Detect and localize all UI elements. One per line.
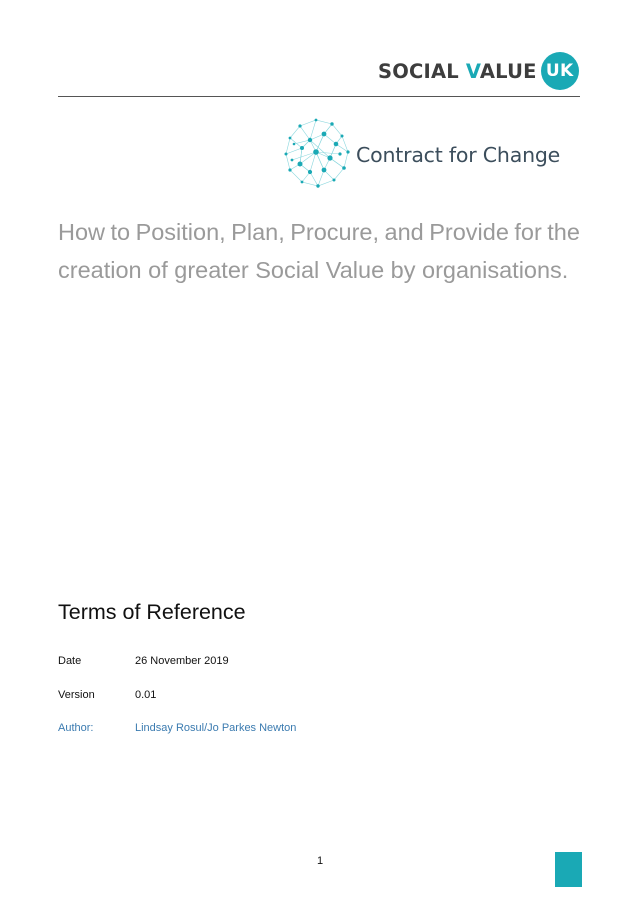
brand-wordmark <box>378 60 537 83</box>
subtitle-line-1 <box>58 213 580 251</box>
contract-for-change-logo <box>280 114 560 190</box>
author-value: Lindsay Rosul/Jo Parkes Newton <box>135 722 297 734</box>
subtitle-word: and <box>384 219 424 245</box>
version-label: Version <box>58 689 95 701</box>
subtitle-word: to <box>110 219 131 245</box>
date-value: 26 November 2019 <box>135 655 229 667</box>
footer-accent-block <box>555 852 582 887</box>
subtitle-word: Position, <box>135 219 226 245</box>
author-label: Author: <box>58 722 94 734</box>
date-label: Date <box>58 655 82 667</box>
brand-text-main: SOCIAL <box>378 59 466 83</box>
subtitle-word: Provide <box>429 219 509 245</box>
subtitle-line-2: creation of greater Social Value by organisations. <box>58 257 569 283</box>
document-subtitle <box>58 213 580 289</box>
header-divider <box>58 96 580 97</box>
page-number: 1 <box>316 855 324 867</box>
brand-badge: UK <box>541 52 579 90</box>
brand-text-rest: ALUE <box>479 59 537 83</box>
subtitle-word: the <box>547 219 580 245</box>
subtitle-word: for <box>514 219 542 245</box>
version-value: 0.01 <box>135 689 157 701</box>
subtitle-word: Procure, <box>290 219 380 245</box>
network-globe-icon <box>280 114 354 190</box>
social-value-uk-logo <box>378 52 579 90</box>
subtitle-word: How <box>58 219 106 245</box>
brand-text-accent: V <box>465 59 480 83</box>
subtitle-word: Plan, <box>231 219 285 245</box>
terms-of-reference-heading: Terms of Reference <box>58 600 246 624</box>
contract-for-change-text: Contract for Change <box>356 143 561 167</box>
